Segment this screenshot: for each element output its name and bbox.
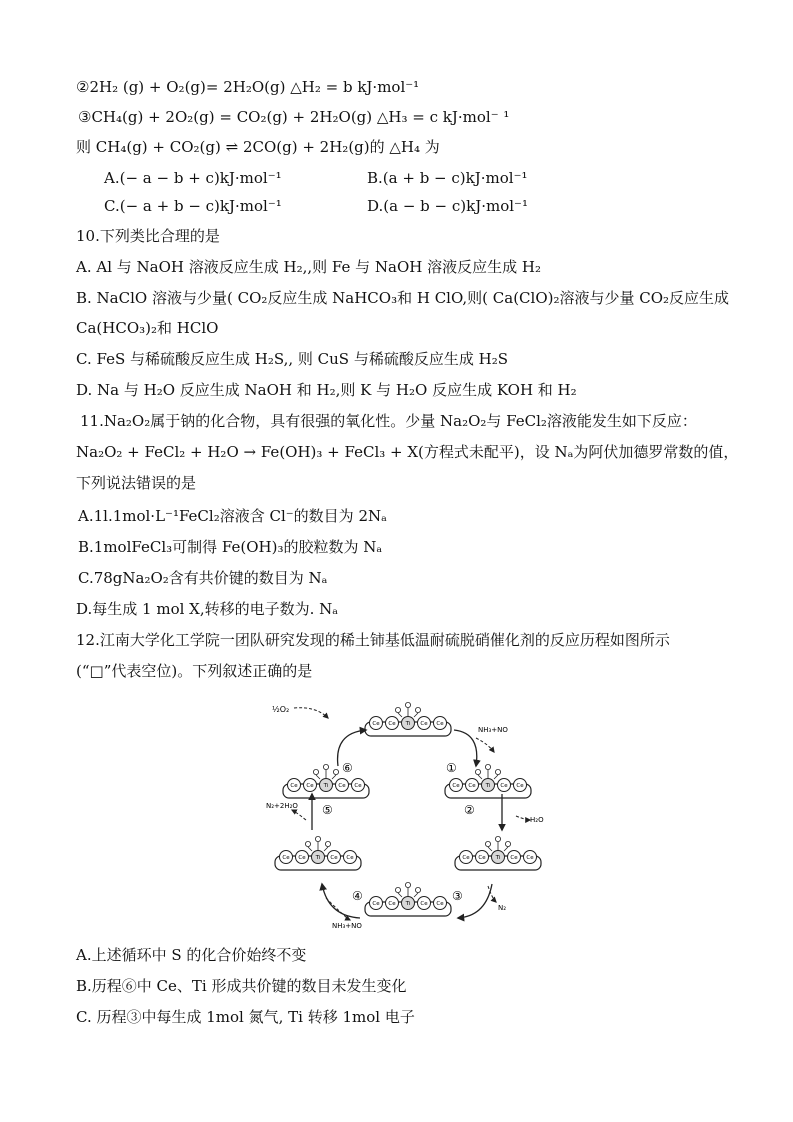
- q12-option-b: B.历程⑥中 Ce、Ti 形成共价键的数目未发生变化: [76, 977, 407, 995]
- ce-atom-label: Ce: [516, 783, 524, 790]
- oxygen-atom: [305, 841, 310, 846]
- q12-prompt: (“□”代表空位)。下列叙述正确的是: [76, 662, 313, 680]
- ce-atom-label: Ce: [500, 783, 508, 790]
- question-12: 12.江南大学化工学院一团队研究发现的稀土铈基低温耐硫脱硝催化剂的反应历程如图所示: [76, 631, 670, 649]
- step-6-label: ⑥: [342, 761, 353, 775]
- step-5-label: ⑤: [322, 803, 333, 817]
- bond-line: [414, 713, 418, 717]
- ce-atom-label: Ce: [330, 855, 338, 862]
- oxygen-atom: [395, 887, 400, 892]
- bond-line: [504, 847, 508, 851]
- bond-line: [316, 775, 320, 779]
- oxygen-atom: [333, 769, 338, 774]
- ce-atom-label: Ce: [436, 721, 444, 728]
- bond-line: [398, 893, 402, 897]
- ce-atom-label: Ce: [372, 721, 380, 728]
- q10-option-b: B. NaClO 溶液与少量( CO₂反应生成 NaHCO₃和 H ClO,则( Ca(ClO)₂溶液与少量 CO₂反应生成: [76, 289, 730, 307]
- ce-atom-label: Ce: [510, 855, 518, 862]
- ce-atom-label: Ce: [478, 855, 486, 862]
- oxygen-atom: [315, 836, 320, 841]
- nh3-no-top-label: NH₃+NO: [478, 726, 508, 734]
- bond-line: [308, 847, 312, 851]
- bond-line: [478, 775, 482, 779]
- oxygen-atom: [495, 769, 500, 774]
- oxygen-atom: [323, 764, 328, 769]
- ce-atom-label: Ce: [346, 855, 354, 862]
- ce-atom-label: Ce: [298, 855, 306, 862]
- ce-atom-label: Ce: [338, 783, 346, 790]
- nh3-no-bottom-label: NH₃+NO: [332, 922, 362, 930]
- ce-atom-label: Ce: [420, 901, 428, 908]
- bond-line: [398, 713, 402, 717]
- ce-atom-label: Ce: [306, 783, 314, 790]
- target-equation: 则 CH₄(g) + CO₂(g) ⇌ 2CO(g) + 2H₂(g)的 △H₄ 为: [76, 138, 440, 156]
- reaction-cycle-diagram: [266, 688, 550, 934]
- oxygen-atom: [415, 707, 420, 712]
- step-3-label: ③: [452, 889, 463, 903]
- question-10: 10.下列类比合理的是: [76, 227, 220, 245]
- ce-atom-label: Ce: [372, 901, 380, 908]
- bond-line: [494, 775, 498, 779]
- q10-option-c: C. FeS 与稀硫酸反应生成 H₂S,, 则 CuS 与稀硫酸反应生成 H₂S: [76, 350, 508, 368]
- n2-2h2o-label: N₂+2H₂O: [266, 802, 298, 810]
- q11-option-b: B.1molFeCl₃可制得 Fe(OH)₃的胶粒数为 Nₐ: [78, 538, 383, 556]
- ce-atom-label: Ce: [452, 783, 460, 790]
- ti-atom-label: Ti: [485, 783, 491, 790]
- ce-atom-label: Ce: [436, 901, 444, 908]
- option-b-q9: B.(a + b − c)kJ·mol⁻¹: [367, 169, 528, 187]
- ce-atom-label: Ce: [468, 783, 476, 790]
- q11-option-a: A.1l.1mol·L⁻¹FeCl₂溶液含 Cl⁻的数目为 2Nₐ: [78, 507, 387, 525]
- bond-line: [488, 847, 492, 851]
- step-2-label: ②: [464, 803, 475, 817]
- q10-option-b-cont: Ca(HCO₃)₂和 HClO: [76, 319, 219, 337]
- q11-equation: Na₂O₂ + FeCl₂ + H₂O → Fe(OH)₃ + FeCl₃ + X(方程式未配平)，设 Nₐ为阿伏加德罗常数的值，: [76, 443, 739, 461]
- oxygen-atom: [505, 841, 510, 846]
- ce-atom-label: Ce: [354, 783, 362, 790]
- ce-atom-label: Ce: [462, 855, 470, 862]
- q10-option-a: A. Al 与 NaOH 溶液反应生成 H₂,,则 Fe 与 NaOH 溶液反应生成 H₂: [76, 258, 541, 276]
- equation-3: ③CH₄(g) + 2O₂(g) = CO₂(g) + 2H₂O(g) △H₃ = c kJ·mol⁻ ¹: [78, 108, 510, 126]
- q11-option-c: C.78gNa₂O₂含有共价键的数目为 Nₐ: [78, 569, 328, 587]
- oxygen-atom: [405, 702, 410, 707]
- oxygen-atom: [325, 841, 330, 846]
- bond-line: [332, 775, 336, 779]
- oxygen-atom: [475, 769, 480, 774]
- oxygen-atom: [485, 764, 490, 769]
- bond-line: [324, 847, 328, 851]
- oxygen-atom: [313, 769, 318, 774]
- ce-atom-label: Ce: [282, 855, 290, 862]
- option-a-q9: A.(− a − b + c)kJ·mol⁻¹: [104, 169, 282, 187]
- q12-option-c: C. 历程③中每生成 1mol 氮气, Ti 转移 1mol 电子: [76, 1008, 415, 1026]
- option-d-q9: D.(a − b − c)kJ·mol⁻¹: [367, 197, 528, 215]
- step-4-label: ④: [352, 889, 363, 903]
- ce-atom-label: Ce: [388, 901, 396, 908]
- equation-2: ②2H₂ (g) + O₂(g)= 2H₂O(g) △H₂ = b kJ·mol⁻¹: [76, 78, 420, 96]
- oxygen-atom: [405, 882, 410, 887]
- q11-prompt: 下列说法错误的是: [76, 474, 197, 492]
- ti-atom-label: Ti: [405, 721, 411, 728]
- oxygen-atom: [415, 887, 420, 892]
- step-1-label: ①: [446, 761, 457, 775]
- ce-atom-label: Ce: [290, 783, 298, 790]
- oxygen-atom: [495, 836, 500, 841]
- oxygen-atom: [395, 707, 400, 712]
- ti-atom-label: Ti: [323, 783, 329, 790]
- o2-label: ½O₂: [272, 705, 290, 714]
- q12-option-a: A.上述循环中 S 的化合价始终不变: [76, 946, 307, 964]
- q10-option-d: D. Na 与 H₂O 反应生成 NaOH 和 H₂,则 K 与 H₂O 反应生成 KOH 和 H₂: [76, 381, 577, 399]
- h2o-label: H₂O: [530, 816, 544, 824]
- bond-line: [414, 893, 418, 897]
- question-11: 11.Na₂O₂属于钠的化合物，具有很强的氧化性。少量 Na₂O₂与 FeCl₂溶液能发生如下反应：: [80, 412, 697, 430]
- ti-atom-label: Ti: [315, 855, 321, 862]
- ce-atom-label: Ce: [388, 721, 396, 728]
- n2-label: N₂: [498, 904, 507, 912]
- ce-atom-label: Ce: [420, 721, 428, 728]
- option-c-q9: C.(− a + b − c)kJ·mol⁻¹: [104, 197, 282, 215]
- ti-atom-label: Ti: [405, 901, 411, 908]
- ce-atom-label: Ce: [526, 855, 534, 862]
- ti-atom-label: Ti: [495, 855, 501, 862]
- oxygen-atom: [485, 841, 490, 846]
- q11-option-d: D.每生成 1 mol X,转移的电子数为. Nₐ: [76, 600, 339, 618]
